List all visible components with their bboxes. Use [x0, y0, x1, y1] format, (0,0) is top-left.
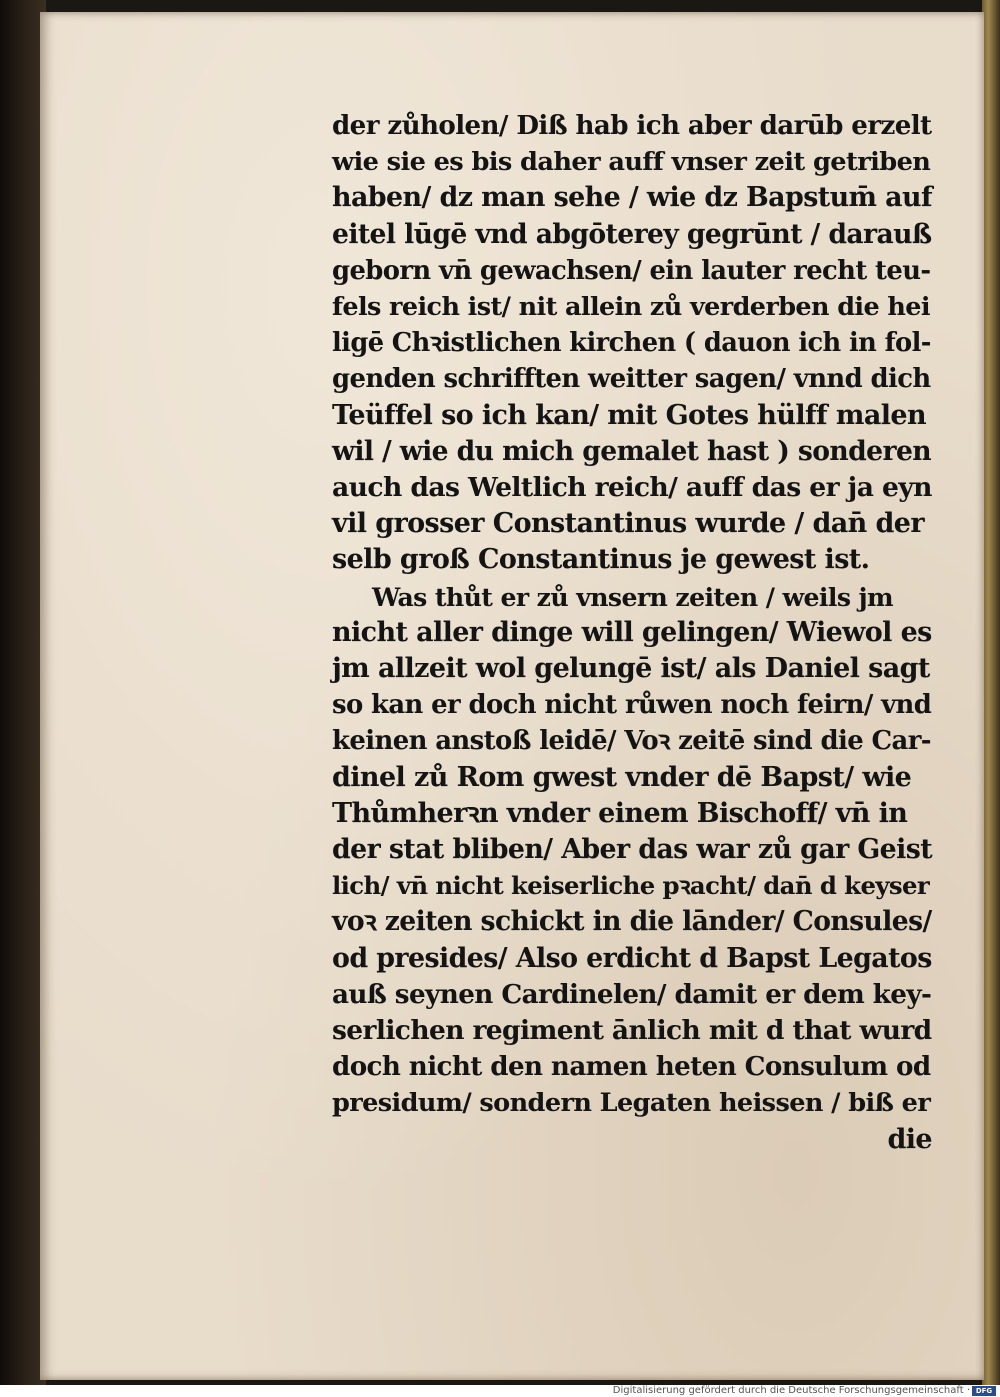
- text-line: wie sie es bis daher auff vnser zeit getriben: [332, 147, 931, 178]
- text-line: der stat bliben/ Aber das war zů gar Geist: [332, 834, 932, 866]
- page-text-block: [332, 108, 932, 1158]
- text-line: Teüffel so ich kan/ mit Gotes hülff malen: [332, 399, 926, 431]
- text-line: serlichen regiment ānlich mit d that wurd: [332, 1015, 932, 1047]
- text-line: presidum/ sondern Legaten heissen / biß er: [332, 1088, 931, 1119]
- text-line: haben/ dz man sehe / wie dz Bapstum̄ auf: [332, 182, 932, 214]
- text-line: jm allzeit wol gelungē ist/ als Daniel sagt: [332, 653, 930, 685]
- text-line: eitel lūgē vnd abgōterey gegrūnt / darauß: [332, 218, 932, 250]
- text-line: der zůholen/ Diß hab ich aber darūb erzelt: [332, 110, 932, 141]
- text-line: dinel zů Rom gwest vnder dē Bapst/ wie: [332, 761, 912, 793]
- text-line: keinen anstoß leidē/ Voꝛ zeitē sind die Car-: [332, 726, 931, 757]
- book-edge-right: [982, 0, 1000, 1385]
- text-line: fels reich ist/ nit allein zů verderben die hei: [332, 292, 930, 323]
- text-line: geborn vn̄ gewachsen/ ein lauter recht teu-: [332, 255, 931, 286]
- dfg-logo: DFG: [972, 1386, 996, 1396]
- text-line: voꝛ zeiten schickt in die lānder/ Consules/: [332, 906, 932, 938]
- text-line: auß seynen Cardinelen/ damit er dem key-: [332, 978, 932, 1010]
- text-line: doch nicht den namen heten Consulum od: [332, 1051, 931, 1083]
- text-line: selb groß Constantinus je gewest ist.: [332, 544, 870, 576]
- text-line: nicht aller dinge will gelingen/ Wiewol es: [332, 616, 932, 648]
- text-line: so kan er doch nicht růwen noch feirn/ vnd: [332, 690, 932, 721]
- text-line: vil grosser Constantinus wurde / dan̄ der: [332, 508, 924, 540]
- text-line: wil / wie du mich gemalet hast ) sonderen: [332, 435, 932, 467]
- funding-credit: Digitalisierung gefördert durch die Deutsche Forschungsgemeinschaft ·: [612, 1385, 970, 1396]
- text-line: ligē Chꝛistlichen kirchen ( dauon ich in fol-: [332, 328, 931, 359]
- text-line: genden schrifften weitter sagen/ vnnd dich: [332, 364, 931, 395]
- paragraph-start-line: Was thůt er zů vnsern zeiten / weils jm: [372, 581, 894, 612]
- text-line: lich/ vn̄ nicht keiserliche pꝛacht/ dan̄ d keyser: [332, 871, 930, 901]
- text-line: od presides/ Also erdicht d Bapst Legatos: [332, 942, 932, 974]
- catchword: die: [887, 1123, 932, 1155]
- text-line: auch das Weltlich reich/ auff das er ja eyn: [332, 472, 932, 504]
- book-page: [40, 12, 984, 1380]
- text-line: Thůmherꝛn vnder einem Bischoff/ vn̄ in: [332, 797, 908, 829]
- footer-bar: [0, 1385, 1000, 1397]
